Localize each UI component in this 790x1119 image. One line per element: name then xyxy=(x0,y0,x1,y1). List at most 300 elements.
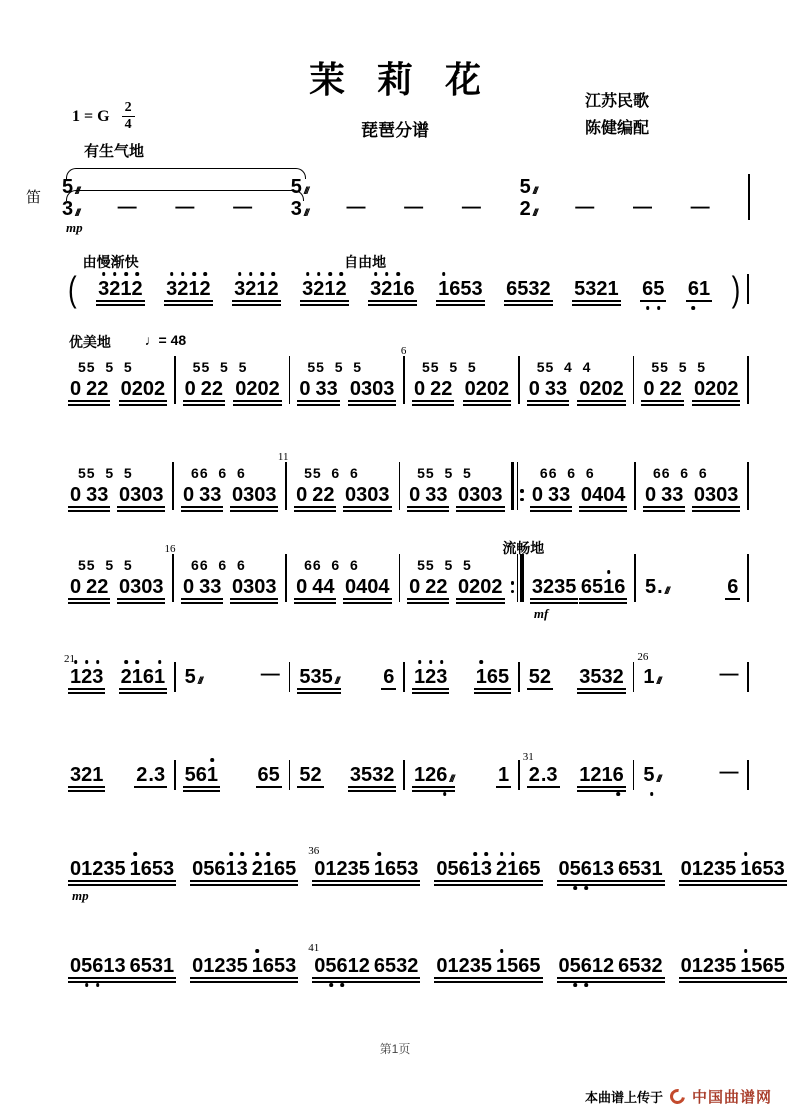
measure xyxy=(184,859,304,879)
page-title: 茉莉花 xyxy=(308,59,513,100)
octave-dot-above xyxy=(306,272,310,276)
note: 1 xyxy=(438,279,449,299)
note-group xyxy=(641,379,683,399)
note: 2 xyxy=(659,378,671,400)
note: 3 xyxy=(727,484,739,506)
cue-notes: 66 6 6 xyxy=(191,557,246,573)
note-group xyxy=(372,859,421,879)
note: 5 xyxy=(517,278,529,300)
note: 0 xyxy=(486,378,498,400)
note-group xyxy=(368,279,417,299)
note: 0 xyxy=(480,576,492,598)
note: 3 xyxy=(436,667,447,687)
note-group xyxy=(527,667,553,687)
note: 5 xyxy=(570,859,581,879)
note: 2 xyxy=(131,378,143,400)
note: 3 xyxy=(396,955,408,977)
note: 1 xyxy=(496,956,507,976)
note: 3 xyxy=(471,278,483,300)
note: 5 xyxy=(299,764,311,786)
note: 2 xyxy=(200,378,212,400)
measure xyxy=(177,665,288,687)
note: 3 xyxy=(714,955,726,977)
octave-dot-above xyxy=(133,852,137,856)
note: 3 xyxy=(243,576,255,598)
octave-dot-above xyxy=(378,852,382,856)
measure xyxy=(62,268,746,310)
octave-dot-above xyxy=(249,272,253,276)
barline xyxy=(403,662,405,692)
barline xyxy=(289,662,291,692)
note: 0 xyxy=(141,576,153,598)
note-group xyxy=(68,379,110,399)
note: 0 xyxy=(257,378,269,400)
note: 2 xyxy=(97,378,109,400)
note: 1 xyxy=(347,955,359,977)
note: 1 xyxy=(476,667,487,687)
dynamic-mark: mp xyxy=(66,220,83,235)
octave-dot-below xyxy=(85,983,89,987)
note-group xyxy=(679,956,739,976)
note: 2 xyxy=(596,278,608,300)
measure xyxy=(62,465,171,505)
octave-dot-below xyxy=(96,983,100,987)
note: 3 xyxy=(603,858,615,880)
note: 3 xyxy=(152,484,164,506)
note: 3 xyxy=(326,378,338,400)
note: 0 xyxy=(231,576,244,598)
measure xyxy=(551,956,671,976)
note: 5 xyxy=(151,858,163,880)
note-group xyxy=(190,956,250,976)
note-group xyxy=(181,485,223,505)
note-group xyxy=(297,379,339,399)
note: 2 xyxy=(670,378,682,400)
note: 1 xyxy=(130,859,141,879)
note: 2 xyxy=(86,378,98,400)
note: 0 xyxy=(436,955,448,977)
octave-dot-above xyxy=(339,272,343,276)
note: 0 xyxy=(192,955,204,977)
note: 2 xyxy=(336,858,348,880)
note-group xyxy=(692,379,741,399)
note: 5 xyxy=(480,955,492,977)
note-group xyxy=(230,485,279,505)
note: 1 xyxy=(691,858,703,880)
repeat-end-barline xyxy=(511,554,524,602)
note: 3 xyxy=(163,858,175,880)
octave-dot-below xyxy=(573,886,577,890)
note: 6 xyxy=(449,278,461,300)
note: 6 xyxy=(518,955,530,977)
note: 4 xyxy=(378,576,390,598)
note: 3 xyxy=(302,279,313,299)
note: 0 xyxy=(183,484,195,506)
octave-dot-above xyxy=(181,272,185,276)
note: 3 xyxy=(469,484,481,506)
note: 0 xyxy=(70,858,82,880)
cue-notes: 55 5 5 xyxy=(78,557,133,573)
dash-note: — xyxy=(719,762,739,783)
note-group xyxy=(456,577,505,597)
note: 0 xyxy=(558,955,570,977)
note: 0 xyxy=(579,378,591,400)
note: 1 xyxy=(374,859,385,879)
measure xyxy=(177,765,288,785)
note: 5 xyxy=(725,858,737,880)
note-group xyxy=(686,279,712,299)
note: 2 xyxy=(109,279,120,299)
note: 3 xyxy=(640,955,652,977)
measure xyxy=(62,543,176,598)
note: 3 xyxy=(356,484,368,506)
measure xyxy=(62,858,182,903)
note-group xyxy=(348,379,397,399)
note-group xyxy=(577,765,626,785)
note: 6 xyxy=(458,858,470,880)
note: 2 xyxy=(651,955,663,977)
note: 3 xyxy=(153,764,166,786)
note: 2 xyxy=(132,279,143,299)
octave-dot-above xyxy=(418,660,422,664)
octave-dot-above xyxy=(328,272,332,276)
note: 0 xyxy=(314,858,326,880)
note: 6 xyxy=(614,576,626,598)
repeat-dots xyxy=(511,574,515,600)
measure xyxy=(524,557,633,621)
note-group xyxy=(456,485,505,505)
music-line9 xyxy=(62,931,785,977)
note: 0 xyxy=(299,378,311,400)
note: 0 xyxy=(528,378,540,400)
note-group xyxy=(557,859,617,879)
note: 2 xyxy=(86,576,98,598)
note: 1 xyxy=(81,858,93,880)
note-group xyxy=(232,279,281,299)
note: 1 xyxy=(325,858,337,880)
note: 2 xyxy=(211,378,224,400)
note: 4 xyxy=(614,484,626,506)
octave-dot-below xyxy=(585,983,589,987)
note: 1 xyxy=(188,279,199,299)
note: 2 xyxy=(441,378,453,400)
note: 3 xyxy=(315,378,327,400)
note: 2 xyxy=(436,576,448,598)
note: 0 xyxy=(345,576,357,598)
note: 5 xyxy=(184,764,196,786)
note: 0 xyxy=(480,484,492,506)
octave-dot-below xyxy=(443,792,447,796)
note: 1 xyxy=(203,955,215,977)
note: 1 xyxy=(601,764,613,786)
note-group xyxy=(259,665,282,687)
note-group xyxy=(434,859,494,879)
site-logo-icon xyxy=(667,1086,688,1107)
note: 3 xyxy=(554,576,566,598)
note: 5 xyxy=(140,955,152,977)
note: 5 xyxy=(570,956,581,976)
barline xyxy=(748,174,750,220)
note: 1 xyxy=(226,859,237,879)
measure xyxy=(635,763,746,785)
measure xyxy=(551,859,671,879)
note-group xyxy=(504,279,553,299)
octave-dot-below xyxy=(585,886,589,890)
dash-note: — xyxy=(719,664,739,685)
barline xyxy=(285,462,287,510)
note: 2 xyxy=(612,666,624,688)
key-time-signature xyxy=(72,100,135,133)
note-group xyxy=(119,379,168,399)
note: 3 xyxy=(265,484,277,506)
subtitle: 琵琶分谱 xyxy=(361,121,429,140)
note: 0 xyxy=(458,576,470,598)
note: 3 xyxy=(528,278,540,300)
note: 0 xyxy=(436,858,448,880)
note: 2 xyxy=(469,576,481,598)
note-group xyxy=(641,667,662,687)
barline xyxy=(174,760,176,790)
note: 0 xyxy=(314,955,326,977)
dash-note: — xyxy=(260,664,280,685)
note-group xyxy=(128,956,177,976)
note-group xyxy=(407,485,449,505)
note: 5 /// xyxy=(643,765,660,785)
note-group xyxy=(434,956,494,976)
note: 5 xyxy=(236,955,248,977)
octave-dot-above xyxy=(192,272,196,276)
measure xyxy=(673,956,790,976)
measure xyxy=(637,557,746,597)
note: 2 xyxy=(97,576,109,598)
augmentation-dot: . xyxy=(148,764,154,786)
dash-note: — xyxy=(175,197,195,218)
note-group xyxy=(572,279,621,299)
note: 5 xyxy=(725,955,737,977)
tremolo-mark: /// xyxy=(303,186,308,197)
note: 1 xyxy=(470,859,481,879)
note: 3 xyxy=(481,859,492,879)
note: 2 xyxy=(496,859,507,879)
note: 1 xyxy=(103,955,115,977)
barline xyxy=(747,462,749,510)
octave-dot-above xyxy=(385,272,389,276)
note: 2 xyxy=(458,955,470,977)
note: 3 xyxy=(773,858,785,880)
note: 2 xyxy=(383,764,395,786)
cue-notes xyxy=(524,557,633,577)
measure xyxy=(401,465,510,505)
note-group xyxy=(679,859,739,879)
music-line-1 xyxy=(62,162,750,235)
note: 5 xyxy=(358,858,370,880)
note: 5 xyxy=(528,666,540,688)
note-group xyxy=(300,279,349,299)
note-group xyxy=(164,279,213,299)
note-group xyxy=(717,763,740,785)
note-group xyxy=(68,667,105,687)
note: 6 xyxy=(92,956,103,976)
note: 0 xyxy=(183,576,195,598)
note: 3 xyxy=(210,576,222,598)
note: 5 xyxy=(114,858,126,880)
watermark xyxy=(585,1086,772,1107)
note-group xyxy=(119,667,168,687)
music-line2 xyxy=(62,252,750,310)
note: 0 xyxy=(644,484,657,506)
note: 3 xyxy=(237,859,248,879)
note: 6 xyxy=(613,765,624,785)
note: 2 xyxy=(153,378,166,400)
note: 3 xyxy=(436,484,448,506)
tremolo-mark: /// xyxy=(75,208,79,219)
chord xyxy=(62,176,79,220)
note: 0 xyxy=(254,576,266,598)
note: 0 xyxy=(367,576,379,598)
augmentation-dot: . xyxy=(657,576,663,598)
note: 6 xyxy=(618,955,630,977)
note-group xyxy=(233,379,282,399)
octave-dot-below xyxy=(657,306,661,310)
note-group xyxy=(372,956,421,976)
octave-dot-above xyxy=(440,660,444,664)
chord-bottom-note: 3 /// xyxy=(290,198,308,220)
watermark-text: 本曲谱上传于 xyxy=(584,1090,663,1105)
octave-dot-above xyxy=(317,272,321,276)
cue-notes: 55 5 5 xyxy=(192,359,248,375)
measure xyxy=(428,956,548,976)
note-group xyxy=(68,485,110,505)
note-group xyxy=(294,485,336,505)
octave-dot-above xyxy=(474,852,478,856)
octave-dot-above xyxy=(260,272,264,276)
note: 0 xyxy=(118,576,131,598)
note-group xyxy=(68,577,110,597)
chord xyxy=(291,176,308,220)
note: 5 xyxy=(565,576,577,598)
chord xyxy=(520,176,537,220)
note: 2 xyxy=(92,858,104,880)
note: 5 /// xyxy=(321,666,339,688)
note: 0 xyxy=(70,484,82,506)
note: 4 xyxy=(323,576,335,598)
note: 0 xyxy=(680,858,692,880)
note: 2 xyxy=(702,858,714,880)
note: 6 xyxy=(337,956,348,976)
octave-dot-below xyxy=(329,983,333,987)
note: 3 xyxy=(469,955,481,977)
note-group xyxy=(692,485,741,505)
note: 5 xyxy=(590,666,602,688)
note: 3 xyxy=(347,858,359,880)
credit-origin: 江苏民歌 xyxy=(585,93,650,110)
note: 0 xyxy=(70,576,82,598)
note-group xyxy=(717,665,740,687)
note: 5 xyxy=(529,858,541,880)
note: 3 xyxy=(114,955,126,977)
note: 2 xyxy=(430,378,442,400)
chord-bottom-note: 3 /// xyxy=(62,198,79,220)
tempo-label: 自由地 xyxy=(344,254,387,270)
note: 5 xyxy=(396,858,408,880)
note: 2 xyxy=(323,484,335,506)
note: 5 xyxy=(285,858,297,880)
note: 3 xyxy=(640,858,652,880)
cue-notes: 55 5 5 xyxy=(417,557,472,573)
note: 3 xyxy=(98,279,109,299)
note-group xyxy=(530,577,579,597)
note: 1 xyxy=(154,667,165,687)
note: 0 xyxy=(680,955,692,977)
tempo-label: ♩= 48 xyxy=(144,332,187,348)
barline xyxy=(285,554,287,602)
tempo-label: 由慢渐快 xyxy=(82,254,139,270)
measure xyxy=(291,667,402,687)
note: 6 xyxy=(195,764,207,786)
chord-bottom-note: 2 /// xyxy=(519,198,537,220)
note: 2 xyxy=(310,764,322,786)
note-group xyxy=(407,577,449,597)
measure-number: 11 xyxy=(277,451,289,463)
barline xyxy=(633,760,635,790)
note: 5 /// xyxy=(184,666,202,688)
note-group xyxy=(250,956,299,976)
note: 2 xyxy=(475,378,487,400)
note: 3 xyxy=(378,484,390,506)
note: 3 xyxy=(349,764,362,786)
tempo-label: 优美地 xyxy=(68,334,111,350)
note: 1 xyxy=(579,764,591,786)
note: 5 xyxy=(81,956,92,976)
note: 6 xyxy=(257,764,269,786)
octave-dot-above xyxy=(511,852,515,856)
note: 2 xyxy=(200,279,211,299)
note: 5 xyxy=(361,764,373,786)
barline xyxy=(518,760,520,790)
cue-notes: 55 4 4 xyxy=(536,359,592,375)
measure-number: 21 xyxy=(64,653,75,665)
barline xyxy=(174,662,176,692)
note: 6 xyxy=(581,859,592,879)
measure-number: 31 xyxy=(522,751,534,763)
tremolo-mark: /// xyxy=(664,586,669,597)
dynamic-mark: mf xyxy=(533,606,549,621)
note: 2. xyxy=(528,764,547,786)
measure xyxy=(175,451,289,506)
note-group xyxy=(640,279,666,299)
note: 0 xyxy=(70,955,82,977)
note: 5 xyxy=(325,956,336,976)
note: 3 xyxy=(265,576,277,598)
note: 6 xyxy=(214,858,226,880)
dash-note: — xyxy=(575,197,595,218)
note: 3 xyxy=(555,378,568,400)
note: 3 xyxy=(383,378,395,400)
note: 6 xyxy=(618,858,630,880)
measure xyxy=(291,765,402,785)
note: 6 xyxy=(581,956,592,976)
note: 2 xyxy=(612,378,624,400)
note: 2 xyxy=(425,764,437,786)
note: 0 xyxy=(141,484,153,506)
chord-top-note: 5 /// xyxy=(62,176,79,198)
note: 2 xyxy=(177,279,188,299)
note: 5. /// xyxy=(644,576,669,598)
dynamic-mark: mp xyxy=(72,888,89,903)
dash-note: — xyxy=(404,197,424,218)
note: 1 xyxy=(207,765,218,785)
note-group xyxy=(616,956,665,976)
